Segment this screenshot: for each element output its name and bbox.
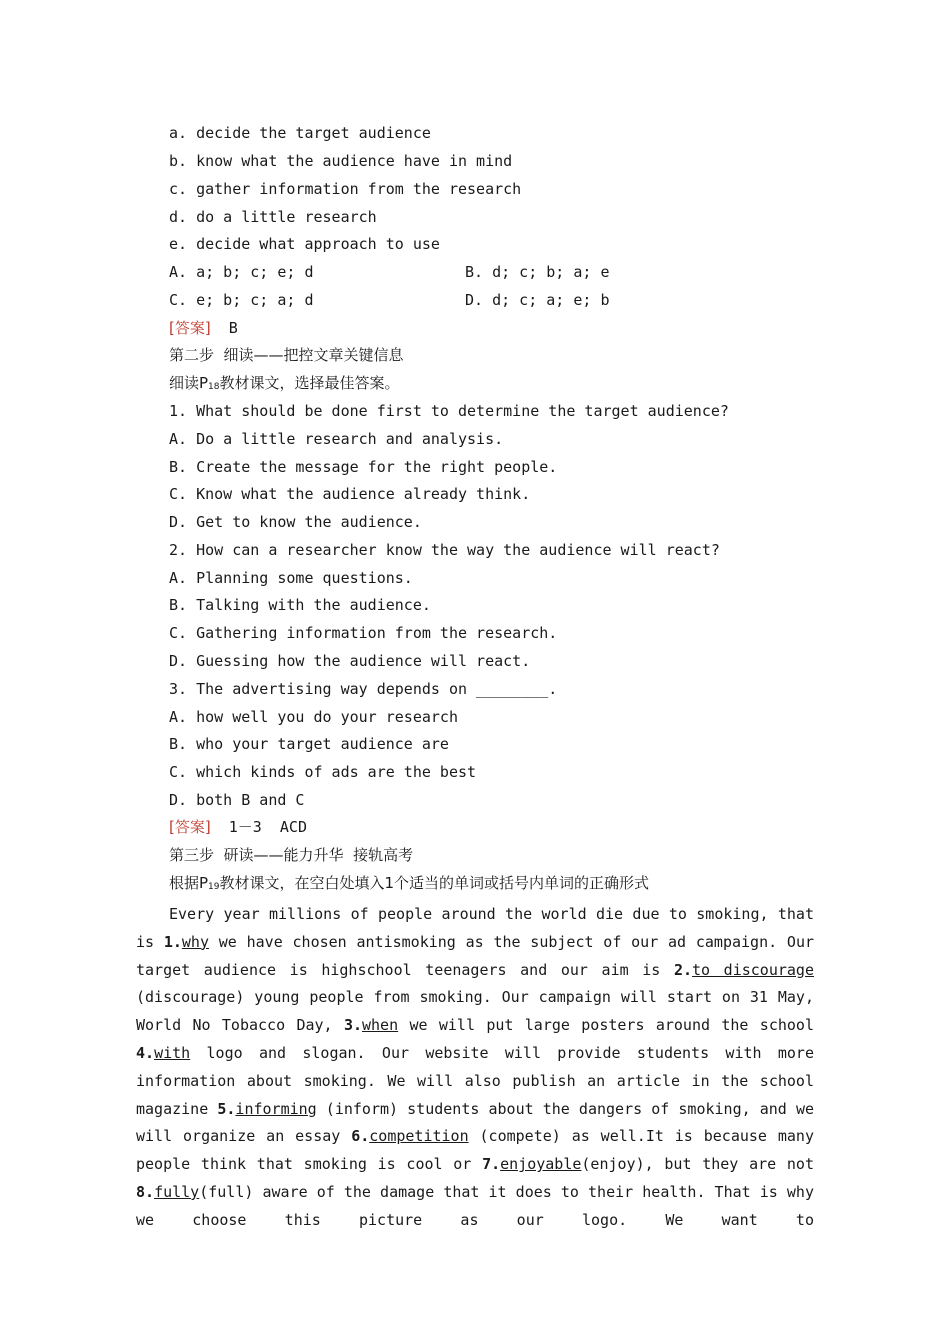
blank-number: 8.	[136, 1182, 155, 1201]
question-2-option-c: C. Gathering information from the research.	[169, 624, 558, 642]
question-2-option-a: A. Planning some questions.	[169, 569, 413, 587]
blank-number: 1.	[163, 932, 182, 951]
step3-title: 第三步 研读——能力升华 接轨高考	[169, 846, 414, 864]
instr-pre: 细读P	[169, 374, 209, 392]
order-item-a: a. decide the target audience	[169, 124, 431, 142]
order-option-c: C. e; b; c; a; d	[169, 291, 314, 309]
passage-text: (compete) as well.It is because many people think that smoking is cool or	[136, 1127, 814, 1174]
question-2-option-d: D. Guessing how the audience will react.	[169, 652, 531, 670]
answer-tag: [答案]	[169, 818, 211, 836]
passage-text: (inform) students about the dangers of smoking, and we will organize an essay	[136, 1099, 814, 1146]
order-item-b: b. know what the audience have in mind	[169, 152, 513, 170]
passage-text: logo and slogan. Our website will provide students with more information about smoking. We will also publish an article in the school magazine	[136, 1043, 814, 1118]
blank-number: 3.	[343, 1016, 362, 1035]
order-item-e: e. decide what approach to use	[169, 235, 440, 253]
question-3-option-c: C. which kinds of ads are the best	[169, 763, 477, 781]
answer-value: 1－3 ACD	[228, 818, 307, 836]
question-1-option-c: C. Know what the audience already think.	[169, 485, 531, 503]
question-1-option-d: D. Get to know the audience.	[169, 513, 422, 531]
step2-title: 第二步 细读——把控文章关键信息	[169, 346, 404, 364]
cloze-passage	[136, 901, 814, 1235]
blank-answer: with	[154, 1043, 191, 1062]
instr-pre: 根据P	[169, 874, 209, 892]
answer-line-2	[169, 817, 307, 837]
blank-answer: fully	[154, 1182, 200, 1201]
question-3-stem: 3. The advertising way depends on ________.	[169, 680, 558, 698]
order-item-c: c. gather information from the research	[169, 180, 522, 198]
step3-instruction	[169, 873, 649, 897]
blank-answer: why	[181, 932, 209, 951]
order-option-d: D. d; c; a; e; b	[465, 291, 610, 309]
passage-text: we have chosen antismoking as the subject of our ad campaign. Our target audience is highschool teenagers and our aim is	[136, 932, 815, 979]
order-item-d: d. do a little research	[169, 208, 377, 226]
order-option-a: A. a; b; c; e; d	[169, 263, 314, 281]
blank-number: 5.	[217, 1099, 236, 1118]
answer-value: B	[228, 319, 238, 337]
passage-text: (discourage) young people from smoking. Our campaign will start on 31 May, World No Tobacco Day,	[136, 988, 814, 1035]
answer-line-1	[169, 318, 238, 338]
blank-answer: enjoyable	[500, 1155, 582, 1174]
answer-tag: [答案]	[169, 319, 211, 337]
order-option-b: B. d; c; b; a; e	[465, 263, 610, 281]
blank-answer: when	[362, 1016, 399, 1035]
instr-page: 19	[208, 882, 220, 892]
passage-text: (enjoy), but they are not	[581, 1155, 814, 1174]
blank-answer: to discourage	[692, 960, 814, 979]
question-3-option-b: B. who your target audience are	[169, 735, 449, 753]
blank-number: 6.	[351, 1127, 370, 1146]
question-1-option-a: A. Do a little research and analysis.	[169, 430, 504, 448]
instr-page: 18	[208, 382, 220, 392]
question-2-option-b: B. Talking with the audience.	[169, 596, 431, 614]
question-3-option-a: A. how well you do your research	[169, 708, 458, 726]
passage-text: Every year millions of people around the world die due to smoking, that is	[136, 905, 814, 951]
passage-text: (full) aware of the damage that it does to their health. That is why we choose this picture as our logo. We want to	[136, 1182, 814, 1229]
step2-instruction	[169, 373, 400, 397]
instr-post: 教材课文，选择最佳答案。	[219, 374, 400, 392]
question-1-option-b: B. Create the message for the right people.	[169, 458, 558, 476]
instr-post: 教材课文，在空白处填入1个适当的单词或括号内单词的正确形式	[219, 874, 650, 892]
question-1-stem: 1. What should be done first to determine the target audience?	[169, 402, 729, 420]
passage-text: we will put large posters around the school	[398, 1016, 814, 1035]
blank-number: 7.	[482, 1155, 501, 1174]
blank-number: 4.	[136, 1043, 155, 1062]
blank-answer: competition	[369, 1127, 469, 1146]
blank-number: 2.	[673, 960, 692, 979]
question-3-option-d: D. both B and C	[169, 791, 305, 809]
blank-answer: informing	[235, 1099, 317, 1118]
question-2-stem: 2. How can a researcher know the way the audience will react?	[169, 541, 720, 559]
